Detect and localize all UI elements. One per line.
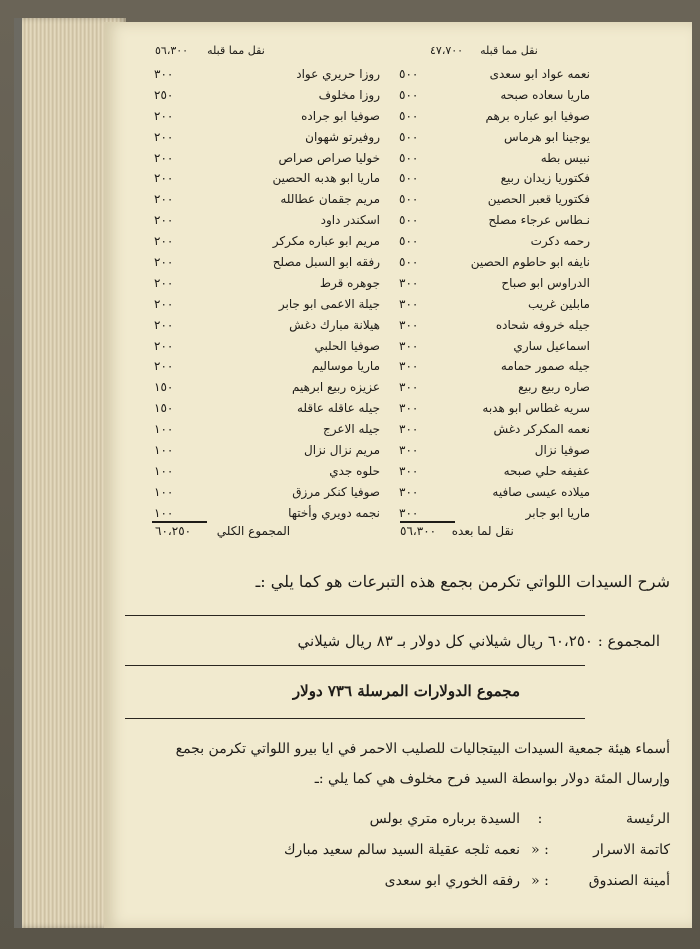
donor-amount: ٢٠٠	[154, 129, 174, 144]
committee-intro-2: وإرسال المئة دولار بواسطة السيد فرح مخلوف هي كما يلي :ـ	[314, 771, 670, 787]
donor-row	[150, 398, 380, 419]
committee-intro-1: أسماء هيئة جمعية السيدات البيتجاليات للصليب الاحمر في ايا بيرو اللواتي تكرمن بجمع	[175, 741, 670, 757]
donor-name: ماريا ابو جابر	[525, 505, 590, 520]
right-carry-value: ٤٧،٧٠٠	[430, 44, 464, 57]
left-carry-label: نقل مما قبله	[207, 44, 265, 57]
donor-amount: ١٥٠	[154, 380, 174, 395]
donor-amount: ٣٠٠	[399, 338, 419, 353]
donor-amount: ٣٠٠	[399, 275, 419, 290]
officer-name: رفقه الخوري ابو سعدى	[384, 873, 520, 889]
rule-1	[125, 615, 585, 616]
donor-amount: ٣٠٠	[399, 484, 419, 499]
donor-name: صوفيا ابو عباره برهم	[485, 108, 590, 123]
donor-amount: ٢٠٠	[154, 317, 174, 332]
donor-row	[395, 419, 590, 440]
officer-role: الرئيسة	[626, 811, 670, 827]
right-total-label: نقل لما بعده	[451, 524, 514, 538]
donor-row	[150, 210, 380, 231]
donor-name: مريم جقمان عطالله	[280, 192, 380, 207]
donor-amount: ٣٠٠	[399, 317, 419, 332]
donor-name: نعمه عواد ابو سعدى	[489, 67, 590, 81]
donor-amount: ٥٠٠	[399, 171, 419, 186]
officer-role: أمينة الصندوق	[588, 873, 670, 889]
donor-amount: ٣٠٠	[399, 401, 419, 416]
donor-row	[395, 482, 590, 503]
donor-amount: ٢٠٠	[154, 234, 174, 249]
donor-amount: ٣٠٠	[399, 505, 419, 520]
donor-amount: ١٠٠	[154, 422, 174, 437]
right-column-total	[400, 524, 514, 538]
donor-row	[150, 64, 380, 85]
rule-2	[125, 665, 585, 666]
donor-name: نعمه المكركر دغش	[493, 422, 590, 437]
donor-name: روفيرتو شهوان	[305, 129, 380, 144]
donor-name: ماريا ابو هدبه الحصين	[272, 171, 380, 186]
donor-amount: ٣٠٠	[399, 296, 419, 311]
donor-name: جيله صمور حمامه	[500, 359, 590, 374]
donor-amount: ٢٠٠	[154, 359, 174, 374]
donor-name: صاره ربيع ربيع	[518, 380, 590, 395]
donor-row	[395, 252, 590, 273]
donor-name: جيله خروفه شحاده	[495, 317, 590, 332]
donor-row	[395, 189, 590, 210]
donor-amount: ٣٠٠	[399, 359, 419, 374]
donor-amount: ٥٠٠	[399, 150, 419, 165]
grand-total	[155, 524, 290, 538]
donor-row	[395, 127, 590, 148]
donor-name: هيلانة مبارك دغش	[289, 317, 380, 332]
donor-amount: ١٠٠	[154, 463, 174, 478]
right-total-rule	[400, 521, 455, 523]
donor-row	[150, 231, 380, 252]
donor-amount: ٣٠٠	[399, 422, 419, 437]
donor-amount: ١٠٠	[154, 505, 174, 520]
donor-row	[150, 148, 380, 169]
donor-name: جيلة الاعمى ابو جابر	[278, 296, 380, 311]
donor-row	[150, 127, 380, 148]
officer-name: نعمه ثلجه عقيلة السيد سالم سعيد مبارك	[284, 842, 520, 858]
donor-name: مريم ابو عباره مكركر	[272, 234, 380, 249]
grand-total-label: المجموع الكلي	[216, 524, 291, 538]
dollars-line: مجموع الدولارات المرسلة ٧٣٦ دولار	[292, 682, 520, 700]
donor-amount: ١٠٠	[154, 443, 174, 458]
donor-row	[150, 377, 380, 398]
donor-row	[150, 482, 380, 503]
donor-row	[395, 273, 590, 294]
donor-name: روزا مخلوف	[318, 87, 380, 102]
officer-separator: : «	[531, 873, 549, 889]
donor-amount: ٢٠٠	[154, 150, 174, 165]
donor-name: الدراوس ابو صباح	[501, 275, 590, 290]
donor-amount: ٥٠٠	[399, 129, 419, 144]
donor-name: ماريا سعاده صبحه	[500, 87, 590, 102]
donor-row	[150, 85, 380, 106]
donor-amount: ٢٠٠	[154, 338, 174, 353]
donor-amount: ١٠٠	[154, 484, 174, 499]
donor-row	[150, 419, 380, 440]
rule-3	[125, 718, 585, 719]
explanation-line: شرح السيدات اللواتي تكرمن بجمع هذه التبرعات هو كما يلي :ـ	[255, 572, 670, 591]
donor-row	[395, 377, 590, 398]
donor-amount: ٥٠٠	[399, 234, 419, 249]
donor-name: جيله الاعرج	[323, 422, 380, 437]
donor-row	[150, 106, 380, 127]
donor-row	[395, 294, 590, 315]
donor-row	[150, 315, 380, 336]
donor-amount: ٥٠٠	[399, 108, 419, 123]
donor-name: نجمه دويري وأختها	[288, 505, 380, 520]
donor-row	[150, 461, 380, 482]
donor-name: اسماعيل ساري	[513, 338, 590, 353]
donor-row	[395, 315, 590, 336]
donor-amount: ٢٠٠	[154, 296, 174, 311]
donor-amount: ٢٠٠	[154, 213, 174, 228]
donor-name: صوفيا الحلبي	[314, 338, 380, 353]
donor-amount: ٢٠٠	[154, 192, 174, 207]
donor-amount: ٣٠٠	[399, 443, 419, 458]
officer-name: السيدة برباره متري بولس	[369, 811, 520, 827]
donor-name: مريم نزال نزال	[303, 443, 380, 458]
right-carry-label: نقل مما قبله	[480, 44, 538, 57]
donor-row	[395, 85, 590, 106]
donor-row	[395, 398, 590, 419]
donor-name: ماريا موساليم	[311, 359, 380, 374]
donor-amount: ٢٥٠	[154, 87, 174, 102]
donor-row	[150, 168, 380, 189]
donor-name: فكتوريا قعبر الحصين	[487, 192, 590, 207]
donor-row	[150, 336, 380, 357]
donor-name: عزيزه ربيع ابرهيم	[291, 380, 380, 395]
donor-row	[150, 252, 380, 273]
donor-amount: ٢٠٠	[154, 171, 174, 186]
donor-row	[395, 148, 590, 169]
donor-row	[395, 440, 590, 461]
donor-amount: ٢٠٠	[154, 255, 174, 270]
donor-row	[150, 189, 380, 210]
officer-row	[370, 811, 670, 827]
donor-amount: ٣٠٠	[399, 463, 419, 478]
donor-row	[395, 168, 590, 189]
donor-name: يوجينا ابو هرماس	[503, 129, 590, 144]
donor-amount: ٥٠٠	[399, 67, 419, 81]
donor-name: صوفيا ابو جراده	[301, 108, 380, 123]
donor-name: اسكندر داود	[320, 213, 380, 228]
donor-row	[150, 356, 380, 377]
officer-row	[385, 873, 670, 889]
officer-role: كاتمة الاسرار	[593, 842, 670, 858]
donor-row	[395, 336, 590, 357]
donor-name: رفقه ابو السبل مصلح	[272, 255, 380, 270]
sum-line: المجموع : ٦٠،٢٥٠ ريال شيلاني كل دولار بـ ٨٣ ريال شيلاني	[297, 632, 660, 650]
donor-name: نـطاس عرجاء مصلح	[488, 213, 590, 228]
donor-name: عفيفه حلي صبحه	[503, 463, 590, 478]
donor-name: رحمه دكرت	[530, 234, 590, 249]
right-donor-column	[395, 64, 590, 524]
donor-amount: ٣٠٠	[154, 67, 174, 81]
donor-amount: ١٥٠	[154, 401, 174, 416]
donor-row	[150, 294, 380, 315]
donor-amount: ٢٠٠	[154, 108, 174, 123]
right-total-value: ٥٦،٣٠٠	[400, 524, 437, 538]
donor-name: صوفيا كنكر مرزق	[292, 484, 380, 499]
donor-row	[395, 106, 590, 127]
officer-separator: :	[537, 811, 543, 827]
officer-separator: : «	[531, 842, 549, 858]
donor-name: صوفيا نزال	[534, 443, 590, 458]
left-total-rule	[152, 521, 207, 523]
donor-row	[395, 64, 590, 85]
donor-name: نايفه ابو حاطوم الحصين	[470, 255, 590, 270]
left-donor-column	[150, 64, 380, 524]
right-carry-header	[430, 44, 538, 57]
donor-name: نبيس بطه	[540, 150, 590, 165]
donor-name: مابلين غريب	[528, 296, 590, 311]
donor-row	[395, 231, 590, 252]
donor-row	[395, 356, 590, 377]
donor-name: فكتوريا زيدان ربيع	[500, 171, 590, 186]
grand-total-value: ٦٠،٢٥٠	[155, 524, 192, 538]
donor-amount: ٥٠٠	[399, 192, 419, 207]
donor-row	[150, 440, 380, 461]
donor-row	[395, 461, 590, 482]
donor-name: سريه غطاس ابو هدبه	[482, 401, 590, 416]
officer-row	[284, 842, 670, 858]
donor-name: جيله عاقله عاقله	[297, 401, 380, 416]
donor-name: روزا حريري عواد	[296, 67, 380, 81]
donor-amount: ٥٠٠	[399, 87, 419, 102]
donor-amount: ٥٠٠	[399, 255, 419, 270]
left-carry-header	[155, 44, 265, 57]
donor-row	[150, 273, 380, 294]
donor-name: حلوه جدي	[329, 463, 380, 478]
donor-amount: ٥٠٠	[399, 213, 419, 228]
donor-name: جوهره قرط	[319, 275, 380, 290]
left-carry-value: ٥٦،٣٠٠	[155, 44, 189, 57]
donor-name: خوليا صراص صراص	[278, 150, 380, 165]
donor-amount: ٢٠٠	[154, 275, 174, 290]
donor-row	[395, 210, 590, 231]
donor-name: ميلاده عيسى صافيه	[492, 484, 590, 499]
donor-amount: ٣٠٠	[399, 380, 419, 395]
